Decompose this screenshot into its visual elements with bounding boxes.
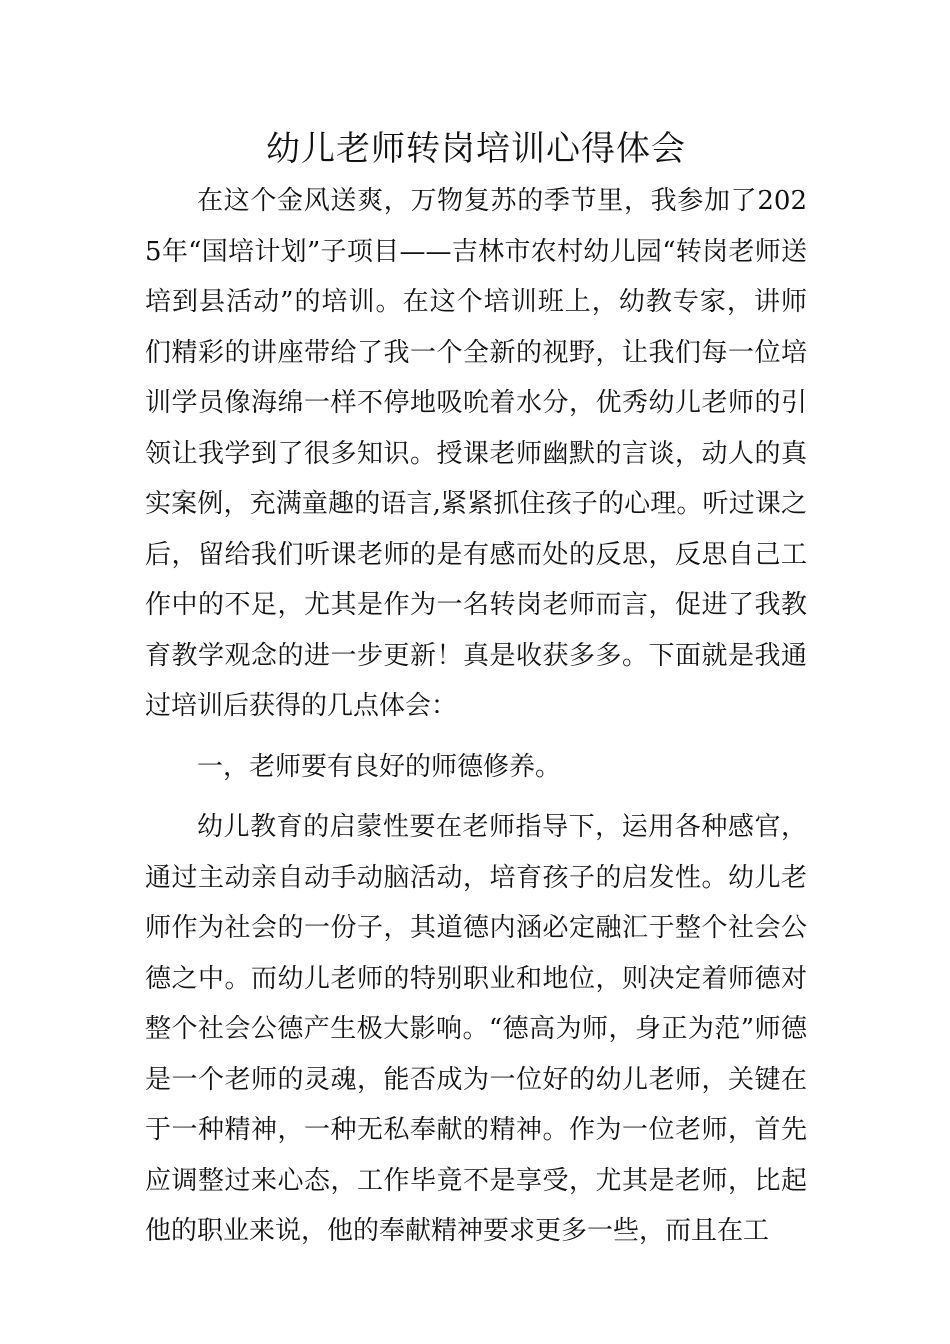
document-title: 幼儿老师转岗培训心得体会 bbox=[266, 129, 686, 169]
paragraph-intro: 在这个金风送爽，万物复苏的季节里，我参加了2025年“国培计划”子项目——吉林市农村幼儿园“转岗老师送培到县活动”的培训。在这个培训班上，幼教专家，讲师们精彩的讲座带给了我一个全新的视野，让我们每一位培训学员像海绵一样不停地吸吮着水分，优秀幼儿老师的引领让我学到了很多知识。授课老师幽默的言谈，动人的真实案例，充满童趣的语言,紧紧抓住孩子的心理。听过课之后，留给我们听课老师的是有感而处的反思，反思自己工作中的不足，尤其是作为一名转岗老师而言，促进了我教育教学观念的进一步更新！真是收获多多。下面就是我通过培训后获得的几点体会： bbox=[145, 186, 807, 721]
paragraph-ethics: 幼儿教育的启蒙性要在老师指导下，运用各种感官，通过主动亲自动手动脑活动，培育孩子的启发性。幼儿老师作为社会的一份子，其道德内涵必定融汇于整个社会公德之中。而幼儿老师的特别职业和地位，则决定着师德对整个社会公德产生极大影响。“德高为师，身正为范”师德是一个老师的灵魂，能否成为一位好的幼儿老师，关键在于一种精神，一种无私奉献的精神。作为一位老师，首先应调整过来心态，工作毕竟不是享受，尤其是老师，比起他的职业来说，他的奉献精神要求更多一些，而且在工 bbox=[145, 812, 807, 1246]
paragraph-heading-one: 一，老师要有良好的师德修养。 bbox=[197, 751, 562, 782]
document-body bbox=[145, 122, 807, 1257]
